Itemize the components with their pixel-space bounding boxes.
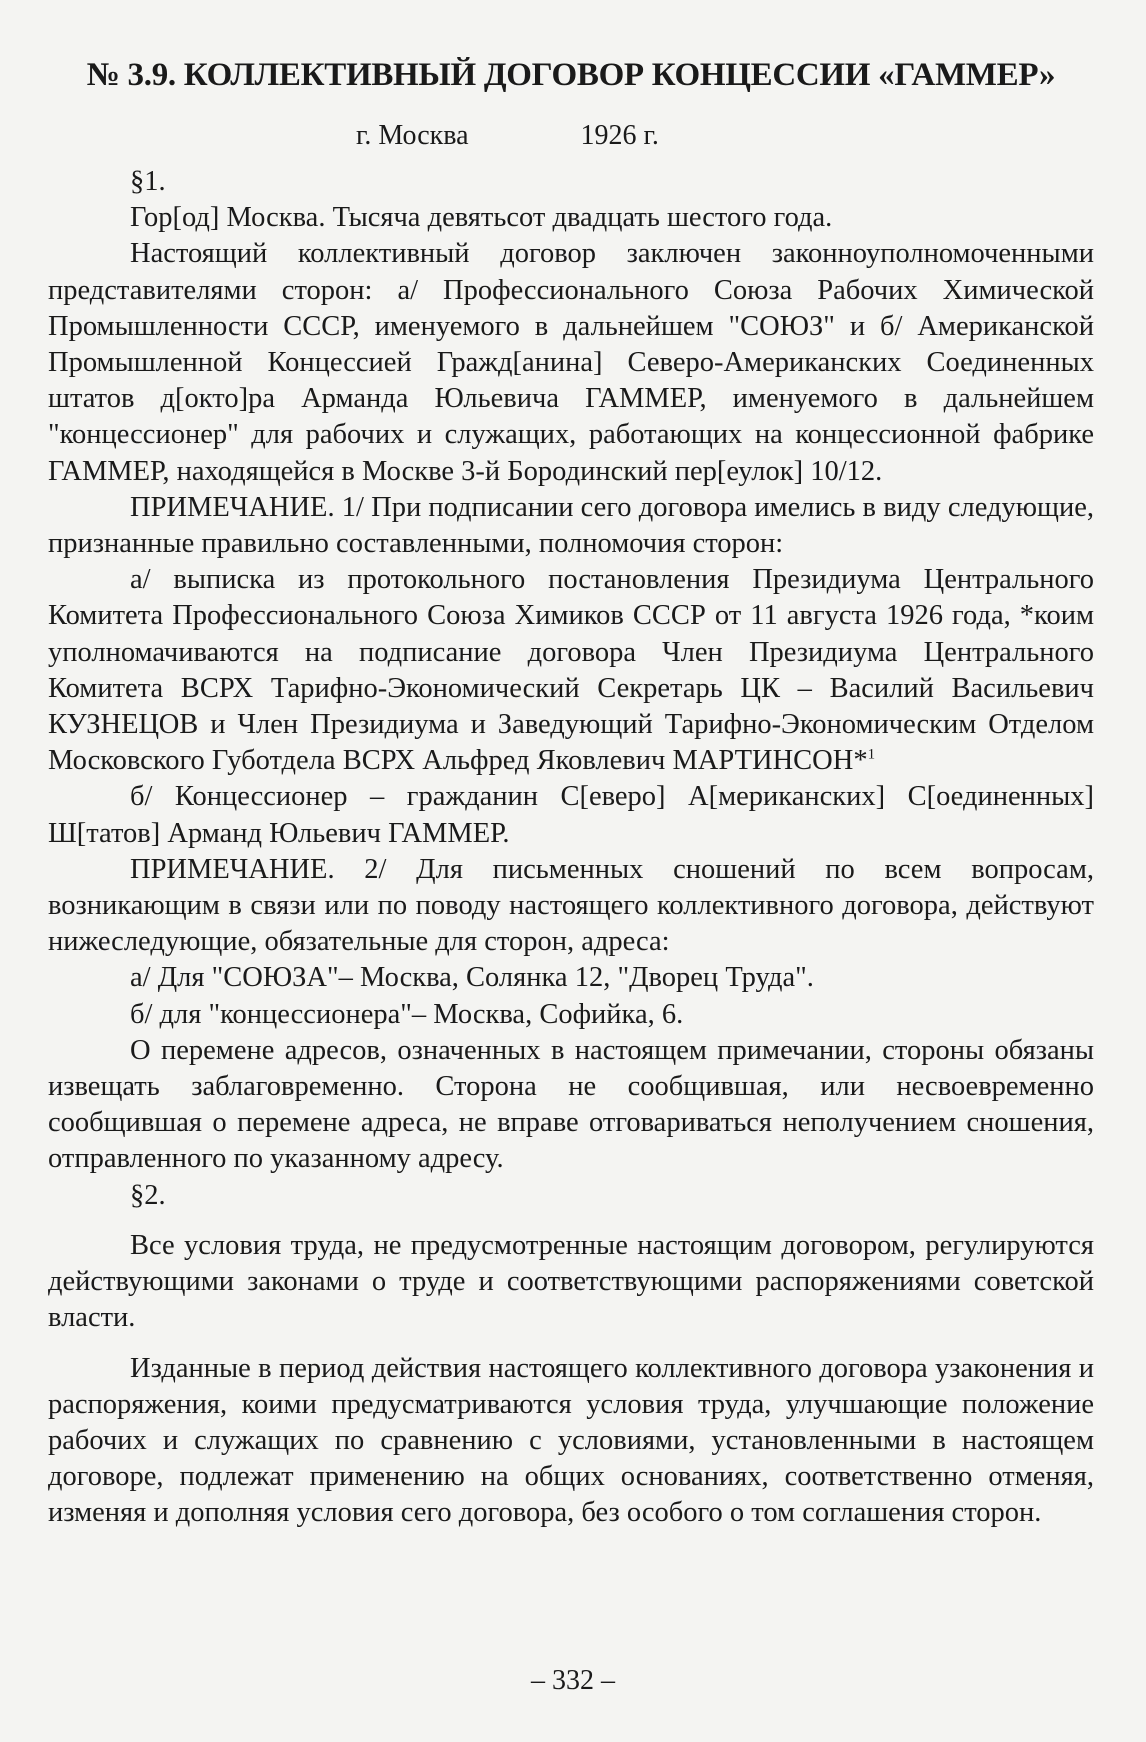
paragraph-address-change: О перемене адресов, означенных в настоящем примечании, стороны обязаны извещать заблаговременно. Сторона не сообщившая, или несвоевременно сообщившая о перемене адреса, не вправе отговариваться неполучением сношения, отправленного по указанному адресу.	[48, 1034, 1094, 1175]
place: г. Москва	[356, 120, 469, 151]
paragraph-note-2a: а/ Для "СОЮЗА"– Москва, Солянка 12, "Дворец Труда".	[130, 962, 814, 994]
paragraph-note-2b: б/ для "концессионера"– Москва, Софийка, 6.	[130, 998, 684, 1030]
section-2-heading: §2.	[130, 1179, 166, 1211]
footnote-marker: 1	[867, 746, 876, 763]
paragraph-note-1a	[48, 562, 1094, 779]
section-1-heading: §1.	[130, 166, 166, 197]
paragraph-laws: Изданные в период действия настоящего коллективного договора узаконения и распоряжения, коими предусматриваются условия труда, улучшающие положение рабочих и служащих по сравнению с условиями, установленными в настоящем договоре, подлежат применению на общих основаниях, соответственно отменяя, изменяя и дополняя условия сего договора, без особого о том соглашения сторон.	[48, 1352, 1094, 1529]
page-number: – 332 –	[531, 1665, 615, 1696]
document-title: № 3.9. КОЛЛЕКТИВНЫЙ ДОГОВОР КОНЦЕССИИ «ГАММЕР»	[86, 57, 1056, 93]
paragraph-city: Гор[од] Москва. Тысяча девятьсот двадцать шестого года.	[130, 202, 833, 234]
paragraph-note-1b: б/ Концессионер – гражданин С[еверо] А[мериканских] С[оединенных] Ш[татов] Арманд Юльевич ГАММЕР.	[48, 781, 1094, 849]
paragraph-note-1: ПРИМЕЧАНИЕ. 1/ При подписании сего договора имелись в виду следующие, признанные правильно составленными, полномочия сторон:	[48, 491, 1094, 560]
note-1a-text: а/ выписка из протокольного постановления Президиума Центрального Комитета Профессионального Союза Химиков СССР от 11 августа 1926 года, *коим уполномачиваются на подписание договора Член Президиума Центрального Комитета ВСРХ Тарифно-Экономический Секретарь ЦК – Василий Васильевич КУЗНЕЦОВ и Член Президиума и Заведующий Тарифно-Экономическим Отделом Московского Губотдела ВСРХ Альфред Яковлевич МАРТИНСОН*	[48, 564, 1094, 777]
paragraph-intro: Настоящий коллективный договор заключен законноуполномоченными представителями сторон: а/ Профессионального Союза Рабочих Химической Промышленности СССР, именуемого в дальнейшем "СОЮЗ" и б/ Американской Промышленной Концессией Гражд[анина] Северо-Американских Соединенных штатов д[окто]ра Арманда Юльевича ГАММЕР, именуемого в дальнейшем "концессионер" для рабочих и служащих, работающих на концессионной фабрике ГАММЕР, находящейся в Москве 3-й Бородинский пер[еулок] 10/12.	[48, 238, 1094, 487]
place-date-line	[48, 118, 1094, 154]
date: 1926 г.	[580, 120, 659, 151]
paragraph-note-2: ПРИМЕЧАНИЕ. 2/ Для письменных сношений по всем вопросам, возникающим в связи или по поводу настоящего коллективного договора, действуют нижеследующие, обязательные для сторон, адреса:	[48, 853, 1094, 958]
paragraph-conditions: Все условия труда, не предусмотренные настоящим договором, регулируются действующими законами о труде и соответствующими распоряжениями советской власти.	[48, 1229, 1094, 1334]
